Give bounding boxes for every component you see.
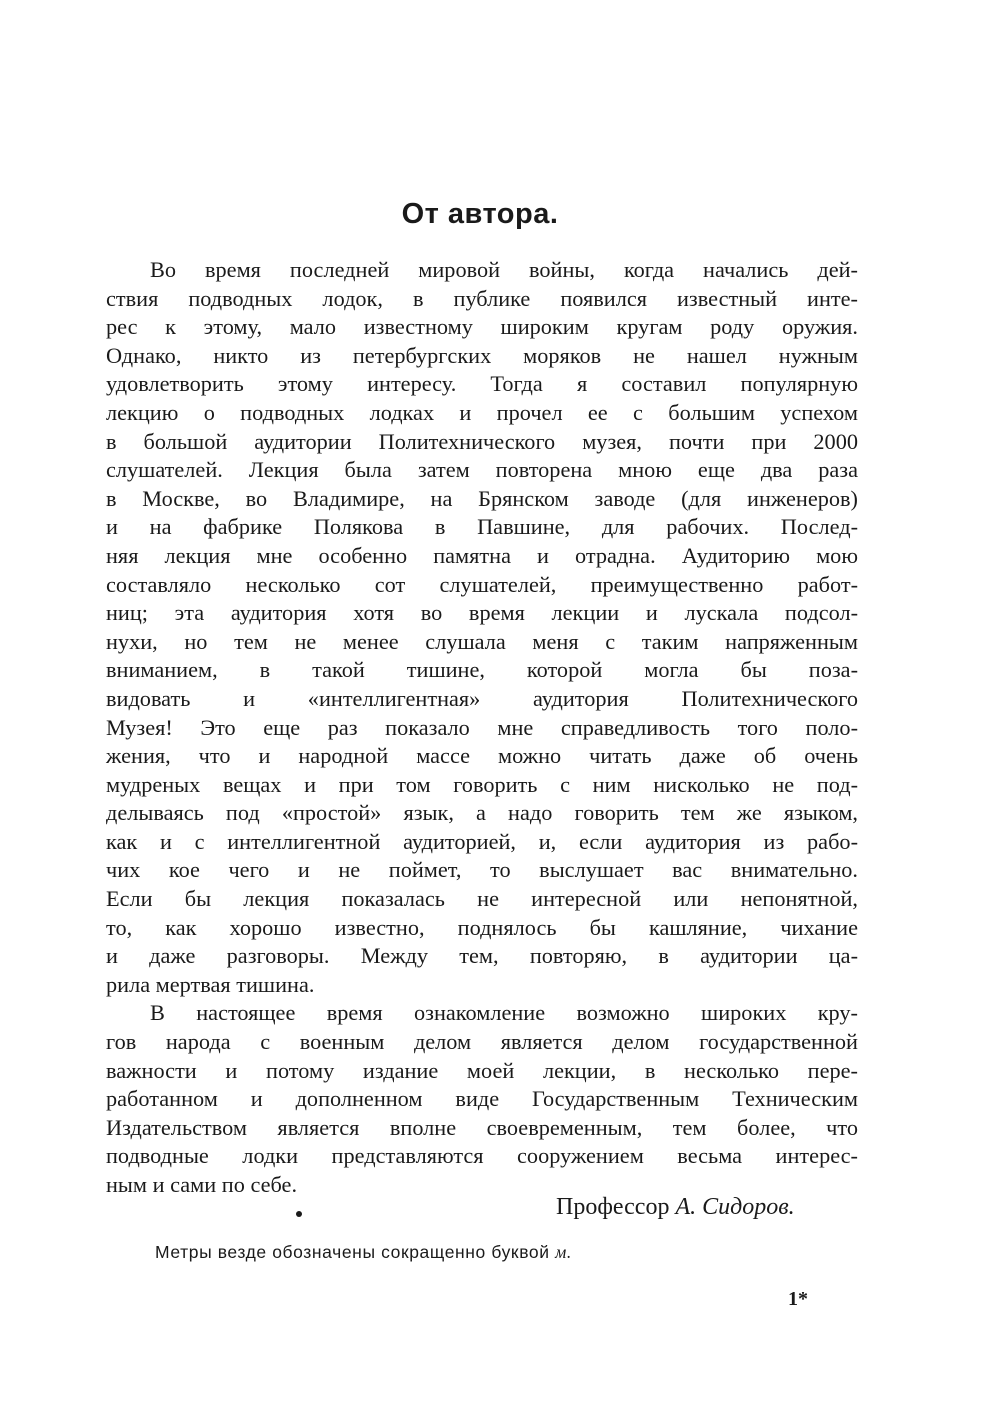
text-line: важности и потому издание моей лекции, в несколько пере- [106, 1057, 858, 1083]
text-line: ствия подводных лодок, в публике появился известный инте- [106, 285, 858, 311]
text-line: делываясь под «простой» язык, а надо говорить тем же языком, [106, 800, 858, 826]
text-line: лекцию о подводных лодках и прочел ее с большим успехом [106, 399, 858, 425]
page-title: От автора. [401, 198, 559, 230]
text-line: рес к этому, мало известному широким кругам роду оружия. [106, 314, 858, 340]
text-line: рила мертвая тишина. [106, 971, 315, 997]
text-line: в Москве, во Владимире, на Брянском заводе (для инженеров) [106, 485, 858, 511]
author-signature [556, 1194, 795, 1221]
text-line: и на фабрике Полякова в Павшине, для рабочих. Послед- [106, 514, 858, 540]
footnote [155, 1242, 572, 1263]
text-line: гов народа с военным делом является делом государственной [106, 1029, 858, 1055]
text-line: как и с интеллигентной аудиторией, и, если аудитория из рабо- [106, 828, 858, 854]
footnote-text: Метры везде обозначены сокращенно буквой [155, 1242, 550, 1262]
page-number: 1* [788, 1288, 808, 1310]
text-line: подводные лодки представляются сооружением весьма интерес- [106, 1143, 858, 1169]
text-line: В настоящее время ознакомление возможно широких кру- [150, 1000, 858, 1026]
text-line: вниманием, в такой тишине, которой могла бы поза- [106, 657, 858, 683]
text-line: няя лекция мне особенно памятна и отрадна. Аудиторию мою [106, 542, 858, 568]
text-line: видовать и «интеллигентная» аудитория Политехнического [106, 685, 858, 711]
body-text [106, 256, 858, 1200]
text-line: работанном и дополненном виде Государственным Техническим [106, 1086, 858, 1112]
text-line: ным и сами по себе. [106, 1172, 298, 1197]
text-line: нухи, но тем не менее слушала меня с таким напряженным [106, 628, 858, 654]
text-line: Издательством является вполне своевременным, тем более, что [106, 1114, 858, 1140]
signature-role: Профессор [556, 1194, 670, 1220]
text-line: жения, что и народной массе можно читать даже об очень [106, 743, 858, 769]
paragraph-1 [106, 256, 858, 999]
text-line: и даже разговоры. Между тем, повторяю, в аудитории ца- [106, 943, 858, 969]
text-line: чих кое чего и не поймет, то выслушает вас внимательно. [106, 857, 858, 883]
text-line: то, как хорошо известно, поднялось бы кашляние, чихание [106, 914, 858, 940]
text-line: Если бы лекция показалась не интересной или непонятной, [106, 886, 858, 912]
text-line: Во время последней мировой войны, когда начались дей- [150, 257, 858, 282]
paragraph-2 [106, 999, 858, 1199]
text-line: составляло несколько сот слушателей, преимущественно работ- [106, 571, 858, 597]
text-line: Однако, никто из петербургских моряков не нашел нужным [106, 342, 858, 368]
signature-name: А. Сидоров. [675, 1194, 795, 1220]
text-line: слушателей. Лекция была затем повторена мною еще два раза [106, 457, 858, 483]
text-line: Музея! Это еще раз показало мне справедливость того поло- [106, 714, 858, 740]
text-line: мудреных вещах и при том говорить с ним нисколько не под- [106, 771, 858, 797]
text-line: в большой аудитории Политехнического музея, почти при 2000 [106, 428, 858, 454]
footnote-unit: м. [555, 1242, 572, 1262]
text-line: удовлетворить этому интересу. Тогда я составил популярную [106, 371, 858, 397]
printing-dot [296, 1211, 302, 1217]
text-line: ниц; эта аудитория хотя во время лекции и лускала подсол- [106, 600, 858, 626]
